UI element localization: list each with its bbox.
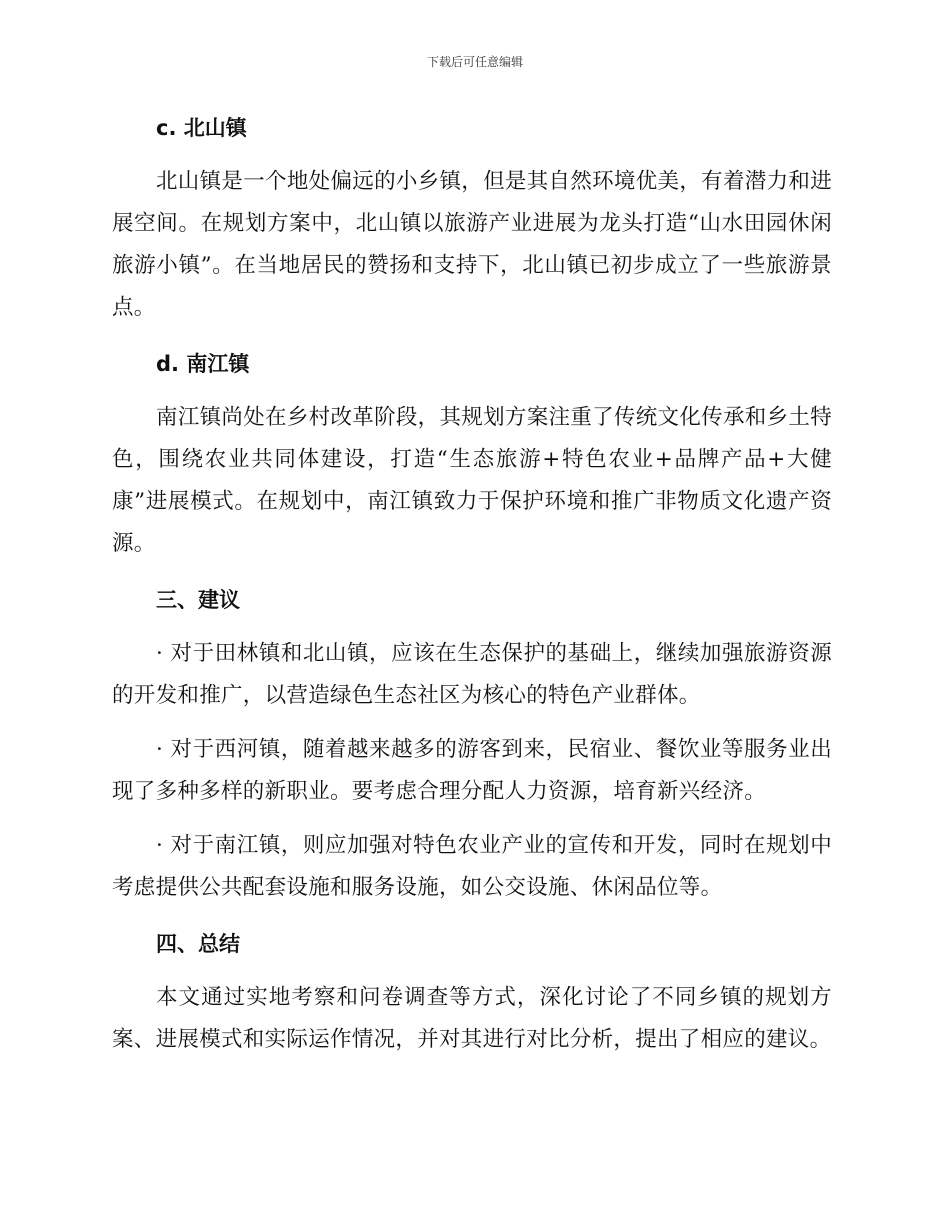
- spacer: [112, 385, 832, 397]
- paragraph-nanjiang: 南江镇尚处在乡村改革阶段，其规划方案注重了传统文化传承和乡土特色，围绕农业共同体建设，打造“生态旅游+特色农业+品牌产品+大健康”进展模式。在规划中，南江镇致力于保护环境和推广非物质文化遗产资源。: [112, 405, 832, 556]
- paragraph-beishan: 北山镇是一个地处偏远的小乡镇，但是其自然环境优美，有着潜力和进展空间。在规划方案中，北山镇以旅游产业进展为龙头打造“山水田园休闲旅游小镇”。在当地居民的赞扬和支持下，北山镇已初步成立了一些旅游景点。: [112, 169, 832, 320]
- header-note: 下载后可任意编辑: [426, 55, 523, 69]
- spacer: [112, 149, 832, 161]
- spacer: [112, 621, 832, 633]
- section-heading-beishan: c. 北山镇: [156, 116, 247, 140]
- suggestion-item-1: · 对于田林镇和北山镇，应该在生态保护的基础上，继续加强旅游资源的开发和推广，以营造绿色生态社区为核心的特色产业群体。: [112, 641, 832, 708]
- section-heading-suggestions: 三、建议: [156, 588, 240, 612]
- spacer: [112, 329, 832, 343]
- spacer: [112, 965, 832, 977]
- document-content: [112, 107, 832, 1061]
- suggestion-item-3: · 对于南江镇，则应加强对特色农业产业的宣传和开发，同时在规划中考虑提供公共配套设施和服务设施，如公交设施、休闲品位等。: [112, 833, 832, 900]
- spacer: [112, 813, 832, 825]
- section-heading-summary: 四、总结: [156, 932, 240, 956]
- spacer: [112, 565, 832, 579]
- section-heading-nanjiang: d. 南江镇: [156, 352, 250, 376]
- suggestion-item-2: · 对于西河镇，随着越来越多的游客到来，民宿业、餐饮业等服务业出现了多种多样的新职业。要考虑合理分配人力资源，培育新兴经济。: [112, 737, 832, 804]
- spacer: [112, 717, 832, 729]
- spacer: [112, 909, 832, 923]
- paragraph-summary: 本文通过实地考察和问卷调查等方式，深化讨论了不同乡镇的规划方案、进展模式和实际运作情况，并对其进行对比分析，提出了相应的建议。: [112, 985, 832, 1052]
